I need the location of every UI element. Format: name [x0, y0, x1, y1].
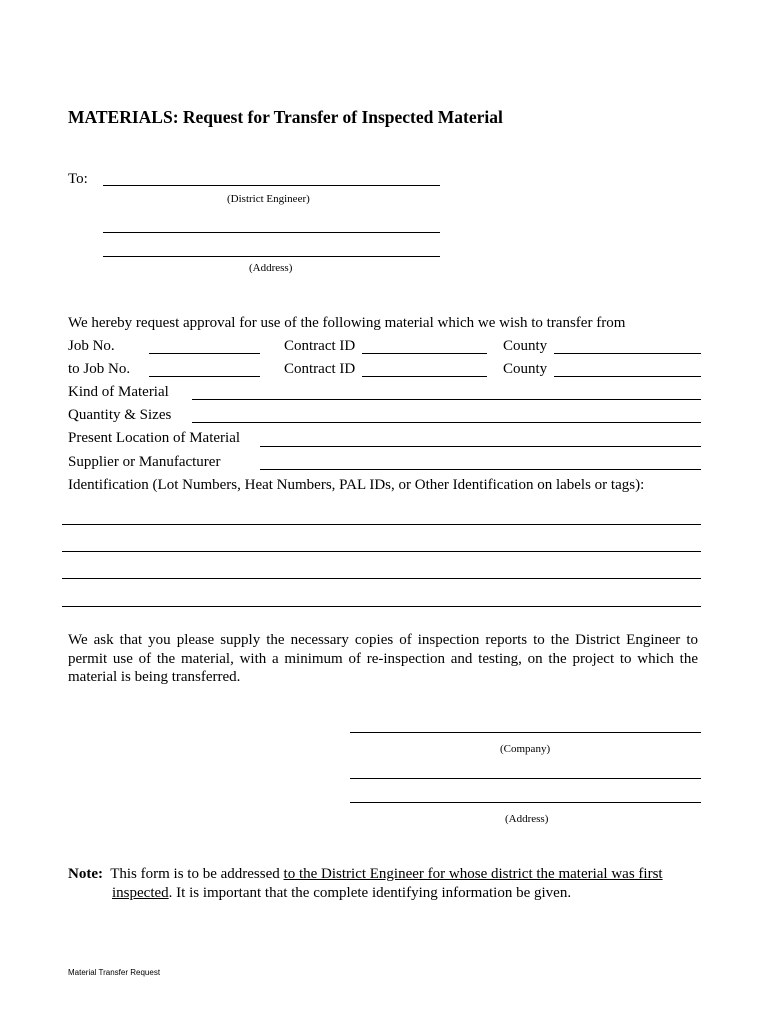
contract-id-field[interactable] — [362, 353, 487, 354]
identification-line-4[interactable] — [62, 606, 701, 607]
job-no-label: Job No. — [68, 338, 115, 354]
company-caption: (Company) — [500, 743, 551, 755]
note-label: Note: — [68, 866, 103, 882]
district-engineer-line[interactable] — [103, 185, 440, 186]
company-line[interactable] — [350, 732, 701, 733]
supplier-label: Supplier or Manufacturer — [68, 454, 221, 470]
contract-id-label: Contract ID — [284, 338, 356, 354]
request-intro: We hereby request approval for use of the following material which we wish to transfer from — [68, 315, 626, 331]
footer-text: Material Transfer Request — [68, 968, 161, 977]
body-paragraph: We ask that you please supply the necessary copies of inspection reports to the District Engineer to permit use of the material, with a minimum of re-inspection and testing, on the project to which the material is being transferred. — [68, 632, 698, 685]
kind-of-material-field[interactable] — [192, 399, 701, 400]
note-underlined-1: to the District Engineer for whose district the material was first — [283, 866, 663, 882]
quantity-sizes-field[interactable] — [192, 422, 701, 423]
district-engineer-caption: (District Engineer) — [227, 193, 310, 205]
address-line-1[interactable] — [103, 232, 440, 233]
job-no-field[interactable] — [149, 353, 260, 354]
note-text-before: This form is to be addressed — [110, 866, 284, 882]
signature-address-caption: (Address) — [505, 813, 549, 825]
identification-line-3[interactable] — [62, 578, 701, 579]
county-field[interactable] — [554, 353, 701, 354]
to-label: To: — [68, 171, 88, 187]
address-caption: (Address) — [249, 262, 293, 274]
to-job-no-field[interactable] — [149, 376, 260, 377]
note — [68, 865, 708, 902]
to-contract-id-field[interactable] — [362, 376, 487, 377]
signature-address-line-2[interactable] — [350, 802, 701, 803]
note-underlined-2: inspected — [112, 884, 169, 901]
to-county-label: County — [503, 361, 548, 377]
signature-address-line-1[interactable] — [350, 778, 701, 779]
present-location-field[interactable] — [260, 446, 701, 447]
address-line-2[interactable] — [103, 256, 440, 257]
identification-label: Identification (Lot Numbers, Heat Numbers, PAL IDs, or Other Identification on labels or tags): — [68, 477, 645, 493]
present-location-label: Present Location of Material — [68, 430, 241, 446]
kind-of-material-label: Kind of Material — [68, 384, 169, 400]
supplier-field[interactable] — [260, 469, 701, 470]
to-county-field[interactable] — [554, 376, 701, 377]
note-text-after: . It is important that the complete identifying information be given. — [168, 884, 572, 901]
to-contract-id-label: Contract ID — [284, 361, 356, 377]
quantity-sizes-label: Quantity & Sizes — [68, 407, 172, 423]
identification-line-2[interactable] — [62, 551, 701, 552]
identification-line-1[interactable] — [62, 524, 701, 525]
county-label: County — [503, 338, 548, 354]
to-job-no-label: to Job No. — [68, 361, 131, 377]
form-title: MATERIALS: Request for Transfer of Inspected Material — [68, 107, 503, 127]
